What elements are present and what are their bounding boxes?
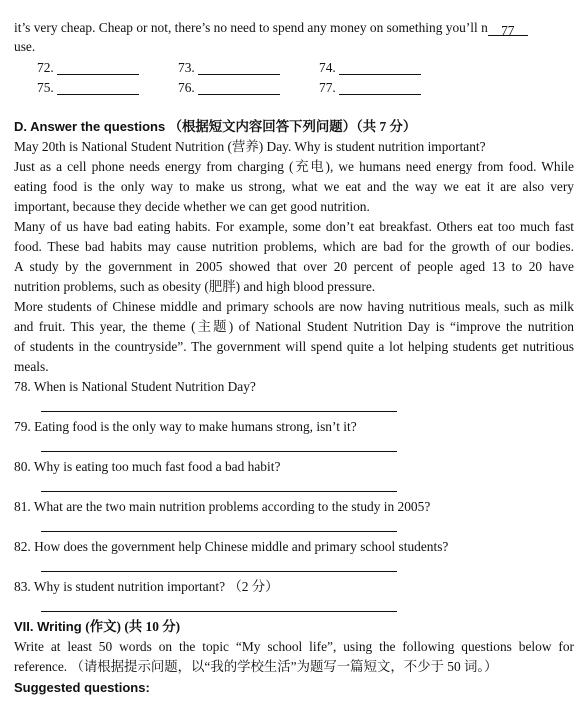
answer-line-79[interactable]: [41, 451, 397, 452]
passage-line: of students in the countryside”. The government will spend quite a lot helping students get nutritious: [14, 339, 574, 354]
passage-continuation-end: use.: [14, 39, 36, 54]
passage-line: food. These bad habits may cause nutrition problems, which are bad for the growth of our bodies.: [14, 239, 574, 254]
question-79: 79. Eating food is the only way to make humans strong, isn’t it?: [14, 419, 357, 434]
blank-76[interactable]: 76.: [178, 78, 280, 98]
blank-72[interactable]: 72.: [37, 58, 139, 78]
blank-77-inline[interactable]: 77: [488, 21, 528, 36]
passage-continuation-line: it’s very cheap. Cheap or not, there’s no need to spend any money on something you’ll n 77: [14, 18, 528, 38]
question-83: 83. Why is student nutrition important? （2 分）: [14, 579, 279, 594]
answer-line-80[interactable]: [41, 491, 397, 492]
blank-73[interactable]: 73.: [178, 58, 280, 78]
question-81: 81. What are the two main nutrition problems according to the study in 2005?: [14, 499, 431, 514]
answer-line-83[interactable]: [41, 611, 397, 612]
question-78: 78. When is National Student Nutrition Day?: [14, 379, 256, 394]
question-80: 80. Why is eating too much fast food a bad habit?: [14, 459, 281, 474]
blank-74[interactable]: 74.: [319, 58, 421, 78]
suggested-questions-label: Suggested questions:: [14, 680, 150, 695]
answer-line-82[interactable]: [41, 571, 397, 572]
passage-line: Many of us have bad eating habits. For example, some don’t eat breakfast. Others eat too much fast: [14, 219, 574, 234]
passage-line: eating food is the only way to make us strong, what we eat and the way we eat it are also very: [14, 179, 574, 194]
passage-line: meals.: [14, 359, 49, 374]
answer-line-81[interactable]: [41, 531, 397, 532]
answer-line-78[interactable]: [41, 411, 397, 412]
blank-75[interactable]: 75.: [37, 78, 139, 98]
passage-line: nutrition problems, such as obesity (肥胖) and high blood pressure.: [14, 279, 376, 294]
question-82: 82. How does the government help Chinese middle and primary school students?: [14, 539, 449, 554]
section-vii-heading: VII. Writing (作文) (共 10 分): [14, 619, 181, 634]
writing-instruction-line: Write at least 50 words on the topic “My school life”, using the following questions below for: [14, 639, 574, 654]
writing-instruction-line: reference. （请根据提示问题，以“我的学校生活”为题写一篇短文，不少于 50 词。）: [14, 659, 498, 674]
passage-line: More students of Chinese middle and primary schools are now having nutritious meals, such as milk: [14, 299, 574, 314]
blank-77[interactable]: 77.: [319, 78, 421, 98]
passage-line: Just as a cell phone needs energy from charging (充电), we humans need energy from food. While: [14, 159, 574, 174]
section-d-heading: D. Answer the questions （根据短文内容回答下列问题）（共 7 分）: [14, 119, 417, 134]
passage-line: May 20th is National Student Nutrition (营养) Day. Why is student nutrition important?: [14, 139, 486, 154]
passage-line: A study by the government in 2005 showed that over 20 percent of people aged 13 to 20 have: [14, 259, 574, 274]
passage-line: important, because they decide whether we can get good nutrition.: [14, 199, 370, 214]
passage-line: and fruit. This year, the theme (主题) of National Student Nutrition Day is “improve the nutrition: [14, 319, 574, 334]
